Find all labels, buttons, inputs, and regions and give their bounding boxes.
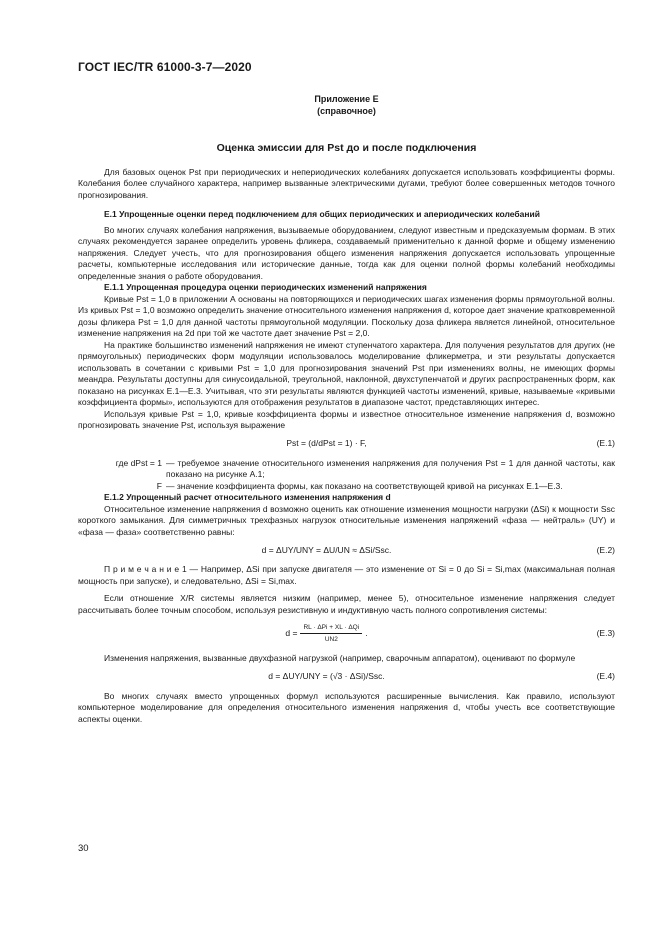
closing-paragraph: Во многих случаях вместо упрощенных формул используются расширенные вычисления. Как правило, используют компьютерное моделирование для определения относительного изменения напряжения d, чтобы учесть все соответствующие аспекты оценки.: [78, 690, 615, 724]
formula-e1-expression: Pst = (d/dPst = 1) · F,: [286, 438, 367, 449]
paragraph-e12-3: Изменения напряжения, вызванные двухфазной нагрузкой (например, сварочным аппаратом), оценивают по формуле: [104, 653, 576, 663]
formula-e4-expression: d = ΔUY/UNY = (√3 · ΔSi)/Ssc.: [268, 671, 385, 682]
heading-e12: Е.1.2 Упрощенный расчет относительного изменения напряжения d: [104, 492, 391, 502]
formula-e3-denominator: UN2: [324, 636, 338, 643]
paragraph-e11-3: Используя кривые Pst = 1,0, кривые коэффициента формы и известное относительное изменение напряжения d, возможно прогнозировать значение Pst, используя выражение: [78, 408, 615, 430]
definition-row: [78, 481, 615, 493]
paragraph-e11-2: На практике большинство изменений напряжения не имеют ступенчатого характера. Для получения результатов для других (не прямоугольных) периодических форм модуляции использовалось моделирование фликерметра, и эти результаты допускается использовать в сочетании с кривыми Pst = 1,0 для прогнозирования значений Pst при изменениях волны, не имеющих формы меандра. Результаты доступны для синусоидальной, треугольной, наклонной, двухступенчатой и других распространенных форм, как показано на рисунках Е.1—Е.3. Учитывая, что эти результаты являются функцией частоты изменений, кривые, называемые «кривыми коэффициента формы», используются для отображения результатов в диапазоне частот, представляющих интерес.: [78, 339, 615, 407]
document-header: ГОСТ IEC/TR 61000-3-7—2020: [78, 60, 252, 74]
definition-term-d: dPst = 1: [130, 457, 162, 468]
definition-row: [78, 458, 615, 481]
document-body: [78, 93, 615, 725]
definition-intro: где: [115, 457, 129, 468]
formula-e3-number: (Е.3): [596, 627, 615, 638]
formula-e4-number: (Е.4): [596, 671, 615, 682]
formula-e4: [78, 670, 615, 685]
paragraph-e12-1: Относительное изменение напряжения d возможно оценить как отношение изменения мощности нагрузки (ΔSi) к мощности Ssc короткого замыкания. Для симметричных трехфазных нагрузок относительные изменения напряжений «фаза — нейтраль» (UY) и «фаза — фаза» соответственно равны:: [78, 503, 615, 537]
formula-e1-number: (Е.1): [596, 438, 615, 449]
formula-e2-number: (Е.2): [596, 544, 615, 555]
formula-e2: [78, 543, 615, 558]
definition-desc-d: — требуемое значение относительного изменения напряжения для получения Pst = 1 для данной частоты, как показано на рисунке А.1;: [166, 457, 615, 479]
heading-e1: Е.1 Упрощенные оценки перед подключением для общих периодических и апериодических колебаний: [104, 209, 540, 219]
definition-desc-f: — значение коэффициента формы, как показано на соответствующей кривой на рисунках Е.1—Е.3.: [166, 480, 563, 491]
appendix-title: Приложение Е: [314, 94, 379, 104]
paragraph-e1: Во многих случаях колебания напряжения, вызываемые оборудованием, следуют известным и предсказуемым формам. В этих случаях рекомендуется заранее определить уровень фликера, создаваемый применительно к данной форме и общему изменению напряжения. Следует учесть, что для прогнозирования общего изменения напряжения допускается использовать упрощенные расчеты, компьютерные исследования или исторические данные, тогда как для оценки полной формы колебаний необходимы определенные знания о работе оборудования.: [78, 224, 615, 281]
formula-e3-numerator: RL · ΔPi + XL · ΔQi: [300, 623, 362, 634]
formula-e3-prefix: d =: [285, 627, 298, 638]
formula-e3-suffix: .: [365, 627, 368, 638]
section-title: Оценка эмиссии для Pst до и после подключения: [216, 142, 477, 154]
paragraph-e11-1: Кривые Pst = 1,0 в приложении А основаны на повторяющихся и периодических шагах изменения формы прямоугольной волны. Из кривых Pst = 1,0 возможно определить значение относительного изменения напряжения d, которое дает значение кратковременной дозы фликера Pst = 1,0 для данной частоты прямоугольной модуляции. Поскольку доза фликера является линейной, относительное изменение напряжения на 2d при той же частоте дает значение Pst = 2,0.: [78, 293, 615, 338]
note-1: П р и м е ч а н и е 1 — Например, ΔSi при запуске двигателя — это изменение от Si = 0 до Si = Si,max (максимальная полная мощность при запуске), и следовательно, ΔSi = Si,max.: [78, 564, 615, 586]
intro-paragraph: Для базовых оценок Pst при периодических и непериодических колебаниях допускается использовать коэффициенты формы. Колебания более случайного характера, например вызванные электрическими дугами, требуют более совершенных методов точного прогнозирования.: [78, 166, 615, 200]
paragraph-e12-2: Если отношение X/R системы является низким (например, менее 5), относительное изменение напряжения следует рассчитывать более точным способом, используя резистивную и индуктивную часть полного сопротивления системы:: [78, 593, 615, 615]
page-number: 30: [78, 843, 89, 854]
formula-e1: [78, 437, 615, 452]
formula-e3: [78, 623, 615, 644]
definition-term-f: F: [156, 480, 162, 491]
appendix-subtitle: (справочное): [317, 106, 376, 116]
formula-e3-fraction: [300, 623, 362, 644]
heading-e11: Е.1.1 Упрощенная процедура оценки периодических изменений напряжения: [104, 282, 427, 292]
formula-e2-expression: d = ΔUY/UNY = ΔU/UN ≈ ΔSi/Ssc.: [261, 544, 392, 555]
